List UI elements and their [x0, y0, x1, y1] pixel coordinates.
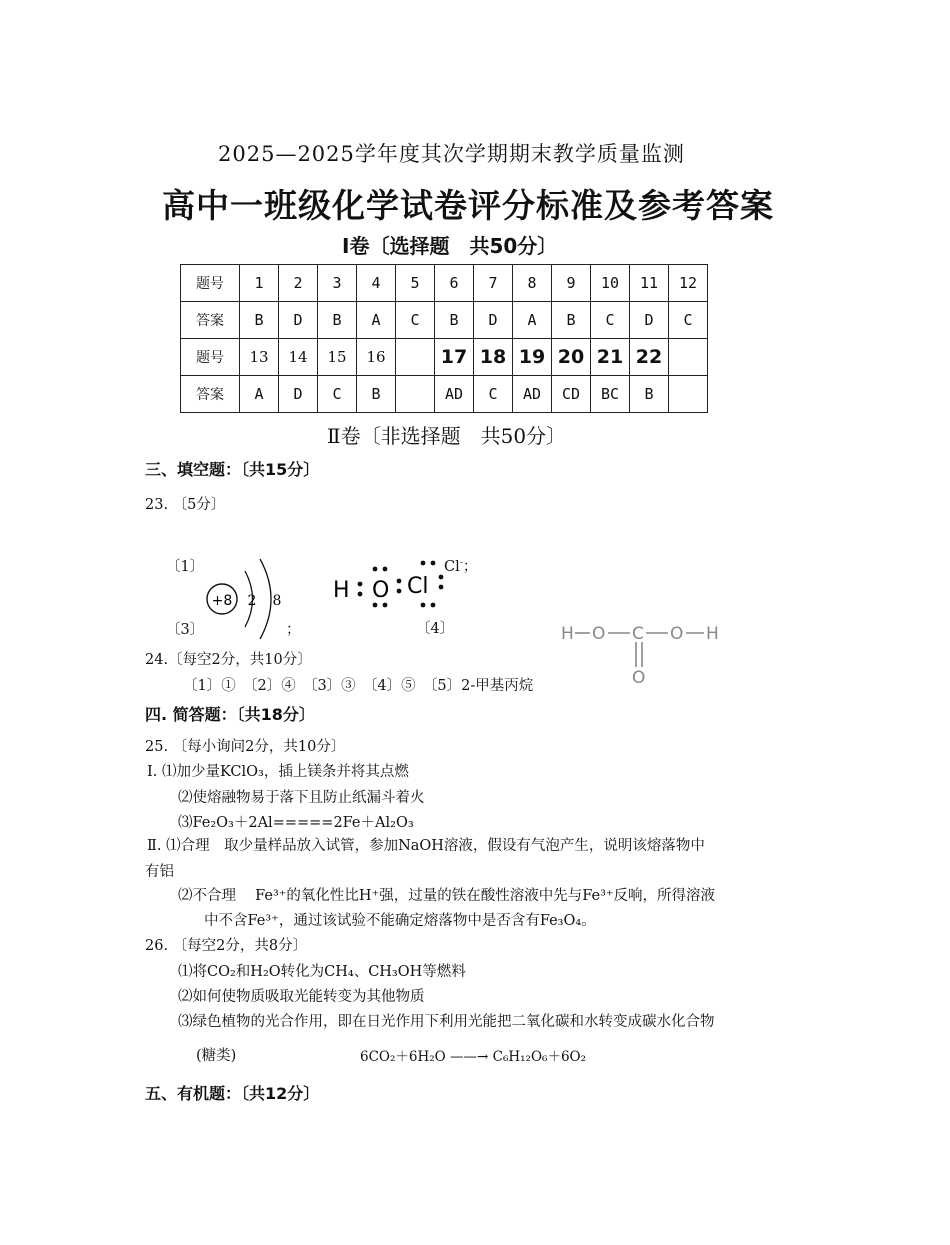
- table-cell: 5: [396, 265, 435, 302]
- table-cell: 10: [591, 265, 630, 302]
- lewis-h: H: [333, 578, 350, 603]
- table-cell: 1: [240, 265, 279, 302]
- chloride-ion-charge: -: [459, 557, 463, 569]
- table-cell: B: [435, 302, 474, 339]
- table-cell: AD: [435, 376, 474, 413]
- question-26-heading: 26. 〔每空2分，共8分〕: [145, 938, 308, 954]
- q25-ii-2-cont: 中不含Fe³⁺，通过该试验不能确定熔落物中是否含有Fe₃O₄。: [204, 913, 596, 929]
- atom-shell-2-electrons: 8: [272, 593, 282, 609]
- chloride-ion-symbol: Cl: [444, 559, 460, 575]
- table-cell: 3: [318, 265, 357, 302]
- table-cell: BC: [591, 376, 630, 413]
- table-cell: 2: [279, 265, 318, 302]
- page-title: 高中一班级化学试卷评分标准及参考答案: [162, 186, 774, 225]
- table-cell: 22: [630, 339, 669, 376]
- table-cell: C: [474, 376, 513, 413]
- atom-nucleus-charge: +8: [211, 593, 233, 609]
- table-cell: C: [591, 302, 630, 339]
- q25-i-3: ⑶Fe₂O₃＋2Al=====2Fe＋Al₂O₃: [178, 815, 414, 831]
- question-24-answers: 〔1〕① 〔2〕④ 〔3〕③ 〔4〕⑤ 〔5〕2-甲基丙烷: [183, 678, 534, 694]
- atom-shell-1-electrons: 2: [247, 593, 257, 609]
- table-cell: B: [357, 376, 396, 413]
- oxygen-atom-structure-diagram: [200, 555, 290, 640]
- q25-i-1: Ⅰ. ⑴加少量KClO₃，插上镁条并将其点燃: [147, 764, 409, 780]
- question-25-heading: 25. 〔每小询问2分，共10分〕: [145, 739, 346, 755]
- volume-2-heading: Ⅱ卷〔非选择题 共50分〕: [327, 424, 567, 448]
- section-heading-5: 五、有机题：〔共12分〕: [145, 1084, 320, 1103]
- photosynthesis-equation: 6CO₂＋6H₂O ——→ C₆H₁₂O₆＋6O₂: [360, 1049, 587, 1065]
- table-cell: [396, 339, 435, 376]
- q26-answer-3: ⑶绿色植物的光合作用，即在日光作用下利用光能把二氧化碳和水转变成碳水化合物: [178, 1014, 715, 1030]
- table-cell: 18: [474, 339, 513, 376]
- table-cell: [396, 376, 435, 413]
- lewis-cl: Cl: [407, 574, 429, 599]
- table-cell: 15: [318, 339, 357, 376]
- q25-i-2: ⑵使熔融物易于落下且防止纸漏斗着火: [178, 790, 425, 806]
- struct-o2: O: [670, 624, 684, 644]
- table-cell: 9: [552, 265, 591, 302]
- table-cell: B: [318, 302, 357, 339]
- q23-separator: ；: [286, 622, 301, 638]
- table-cell: 12: [669, 265, 708, 302]
- table-cell: C: [318, 376, 357, 413]
- table-cell: 20: [552, 339, 591, 376]
- table-cell: 题号: [181, 265, 240, 302]
- table-row: [181, 265, 708, 302]
- table-cell: 6: [435, 265, 474, 302]
- section-heading-4: 四. 简答题：〔共18分〕: [145, 705, 315, 724]
- q25-ii-1-cont: 有铝: [145, 864, 174, 880]
- table-cell: 16: [357, 339, 396, 376]
- table-cell: A: [357, 302, 396, 339]
- table-cell: 题号: [181, 339, 240, 376]
- chloride-ion: [444, 555, 477, 576]
- table-row: [181, 376, 708, 413]
- table-cell: B: [552, 302, 591, 339]
- lewis-o: O: [372, 578, 390, 603]
- table-cell: 答案: [181, 302, 240, 339]
- table-cell: D: [630, 302, 669, 339]
- section-heading-3: 三、填空题：〔共15分〕: [145, 460, 320, 479]
- table-cell: 19: [513, 339, 552, 376]
- table-cell: B: [240, 302, 279, 339]
- exam-subtitle: 2025—2025学年度其次学期期末教学质量监测: [218, 142, 685, 166]
- struct-c: C: [632, 624, 644, 644]
- table-cell: 17: [435, 339, 474, 376]
- question-23-heading: 23. 〔5分〕: [145, 497, 226, 513]
- table-cell: A: [513, 302, 552, 339]
- table-cell: 11: [630, 265, 669, 302]
- table-row: [181, 302, 708, 339]
- table-row: [181, 339, 708, 376]
- table-cell: 答案: [181, 376, 240, 413]
- table-cell: C: [669, 302, 708, 339]
- table-cell: D: [279, 376, 318, 413]
- answer-table: [180, 264, 708, 413]
- table-cell: [669, 339, 708, 376]
- table-cell: A: [240, 376, 279, 413]
- table-cell: C: [396, 302, 435, 339]
- chloride-ion-tail: ；: [462, 559, 478, 575]
- q25-ii-2: ⑵不合理 Fe³⁺的氧化性比H⁺强，过量的铁在酸性溶液中先与Fe³⁺反响，所得溶液: [178, 888, 716, 904]
- table-cell: CD: [552, 376, 591, 413]
- hocl-lewis-structure: [330, 555, 450, 615]
- table-cell: 13: [240, 339, 279, 376]
- struct-h1: H: [561, 624, 574, 644]
- volume-1-heading: Ⅰ卷〔选择题 共50分〕: [342, 234, 558, 258]
- table-cell: 21: [591, 339, 630, 376]
- table-cell: AD: [513, 376, 552, 413]
- table-cell: D: [279, 302, 318, 339]
- table-cell: 4: [357, 265, 396, 302]
- struct-o3: O: [632, 668, 646, 688]
- table-cell: B: [630, 376, 669, 413]
- table-cell: 14: [279, 339, 318, 376]
- struct-h2: H: [706, 624, 719, 644]
- table-cell: 8: [513, 265, 552, 302]
- q26-answer-3-cont: (糖类): [196, 1048, 237, 1064]
- q26-answer-2: ⑵如何使物质吸取光能转变为其他物质: [178, 989, 425, 1005]
- question-24-heading: 24.〔每空2分，共10分〕: [145, 652, 312, 668]
- table-cell: D: [474, 302, 513, 339]
- struct-o1: O: [592, 624, 606, 644]
- q23-part3-label: 〔3〕: [166, 622, 205, 638]
- table-cell: 7: [474, 265, 513, 302]
- table-cell: [669, 376, 708, 413]
- q25-ii-1: Ⅱ. ⑴合理 取少量样品放入试管，参加NaOH溶液，假设有气泡产生，说明该熔落物中: [147, 838, 705, 854]
- q23-part1-label: 〔1〕: [166, 559, 205, 575]
- q23-part4-label: 〔4〕: [416, 621, 455, 637]
- q26-answer-1: ⑴将CO₂和H₂O转化为CH₄、CH₃OH等燃料: [178, 964, 466, 980]
